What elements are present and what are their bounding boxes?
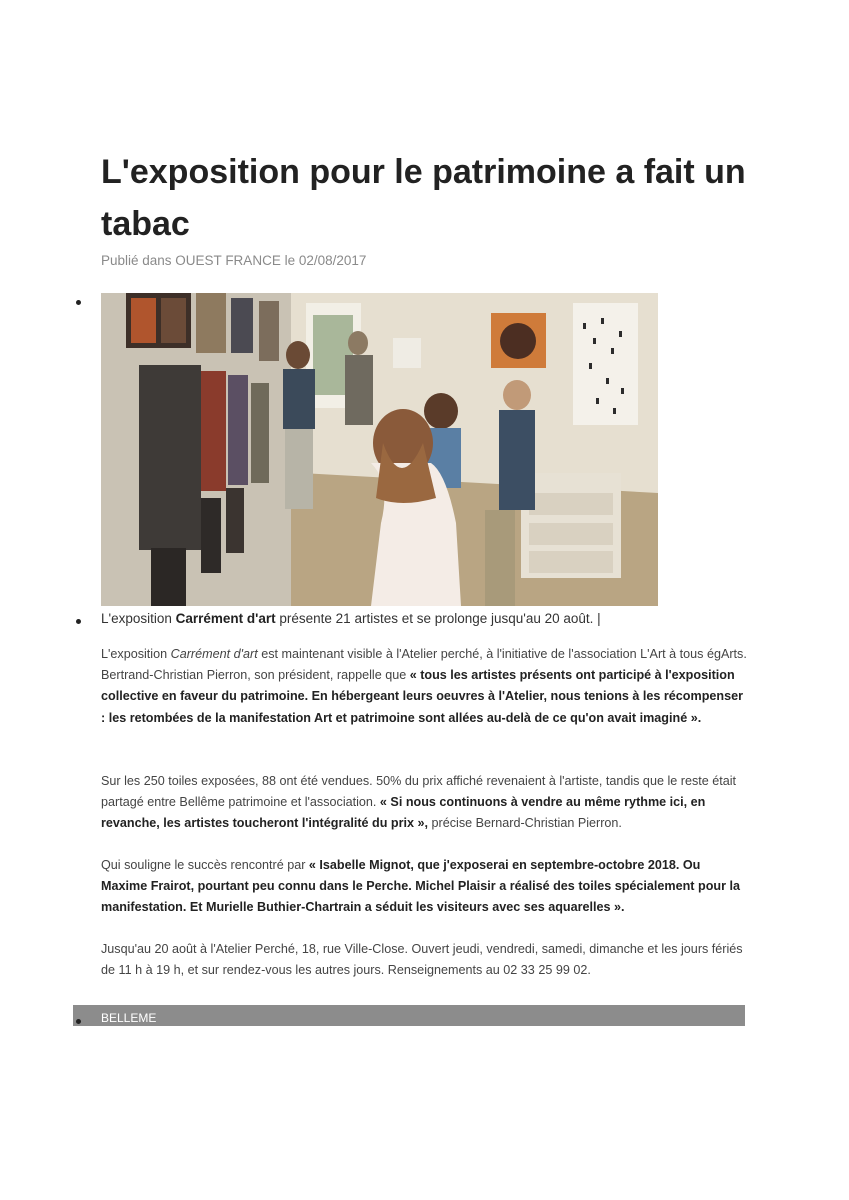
list-bullet (76, 300, 81, 305)
paragraph-artists (101, 855, 749, 919)
caption-text: présente 21 artistes et se prolonge jusqu'au 20 août. | (275, 611, 601, 626)
paragraph-intro (101, 644, 749, 729)
photo-caption (101, 611, 601, 626)
tag-belleme[interactable]: BELLEME (101, 1011, 157, 1025)
sales-quote: « Si nous continuons à vendre au même rythme ici, en revanche, les artistes toucheront l'intégralité du prix », (101, 795, 706, 831)
tag-bar (73, 1005, 745, 1026)
list-bullet (76, 1019, 81, 1024)
paragraph-text: Sur les 250 toiles exposées, 88 ont été vendues. 50% du prix affiché revenaient à l'artiste, tandis que le reste était partagé entre Bellême patrimoine et l'association. (101, 774, 737, 810)
list-bullet (76, 619, 81, 624)
paragraph-text: Qui souligne le succès rencontré par (101, 858, 309, 872)
exhibition-name: Carrément d'art (170, 647, 258, 661)
paragraph-sales (101, 771, 749, 835)
paragraph-text: L'exposition (101, 647, 171, 661)
exhibition-photo (101, 293, 658, 606)
article-title: L'exposition pour le patrimoine a fait un tabac (101, 153, 746, 243)
publication-line: Publié dans OUEST FRANCE le 02/08/2017 (101, 253, 367, 268)
paragraph-practical-info (101, 939, 749, 981)
paragraph-text: est maintenant visible à l'Atelier perché, à l'initiative de l'association L'Art à tous égArts. Bertrand-Christian Pierron, son président, rappelle que (101, 647, 747, 683)
artists-quote: « Isabelle Mignot, que j'exposerai en septembre-octobre 2018. Ou Maxime Frairot, pourtant peu connu dans le Perche. Michel Plaisir a réalisé des toiles spécialement pour la manifestation. Et Murielle Buthier-Chartrain a séduit les visiteurs avec ses aquarelles ». (101, 858, 740, 915)
caption-text: L'exposition (101, 611, 176, 626)
paragraph-text: Jusqu'au 20 août à l'Atelier Perché, 18, rue Ville-Close. Ouvert jeudi, vendredi, samedi, dimanche et les jours fériés de 11 h à 19 h, et sur rendez-vous les autres jours. Renseignements au 02 33 25 99 02. (101, 942, 743, 978)
president-quote: « tous les artistes présents ont participé à l'exposition collective en faveur du patrimoine. En hébergeant leurs oeuvres à l'Atelier, nous tenions à les récompenser : les retombées de la manifestation Art et patrimoine sont allées au-delà de ce qu'on avait imaginé ». (101, 668, 743, 725)
exhibition-photo-drawing (101, 293, 658, 606)
paragraph-text: précise Bernard-Christian Pierron. (428, 816, 622, 831)
caption-exhibition-name: Carrément d'art (175, 611, 276, 626)
